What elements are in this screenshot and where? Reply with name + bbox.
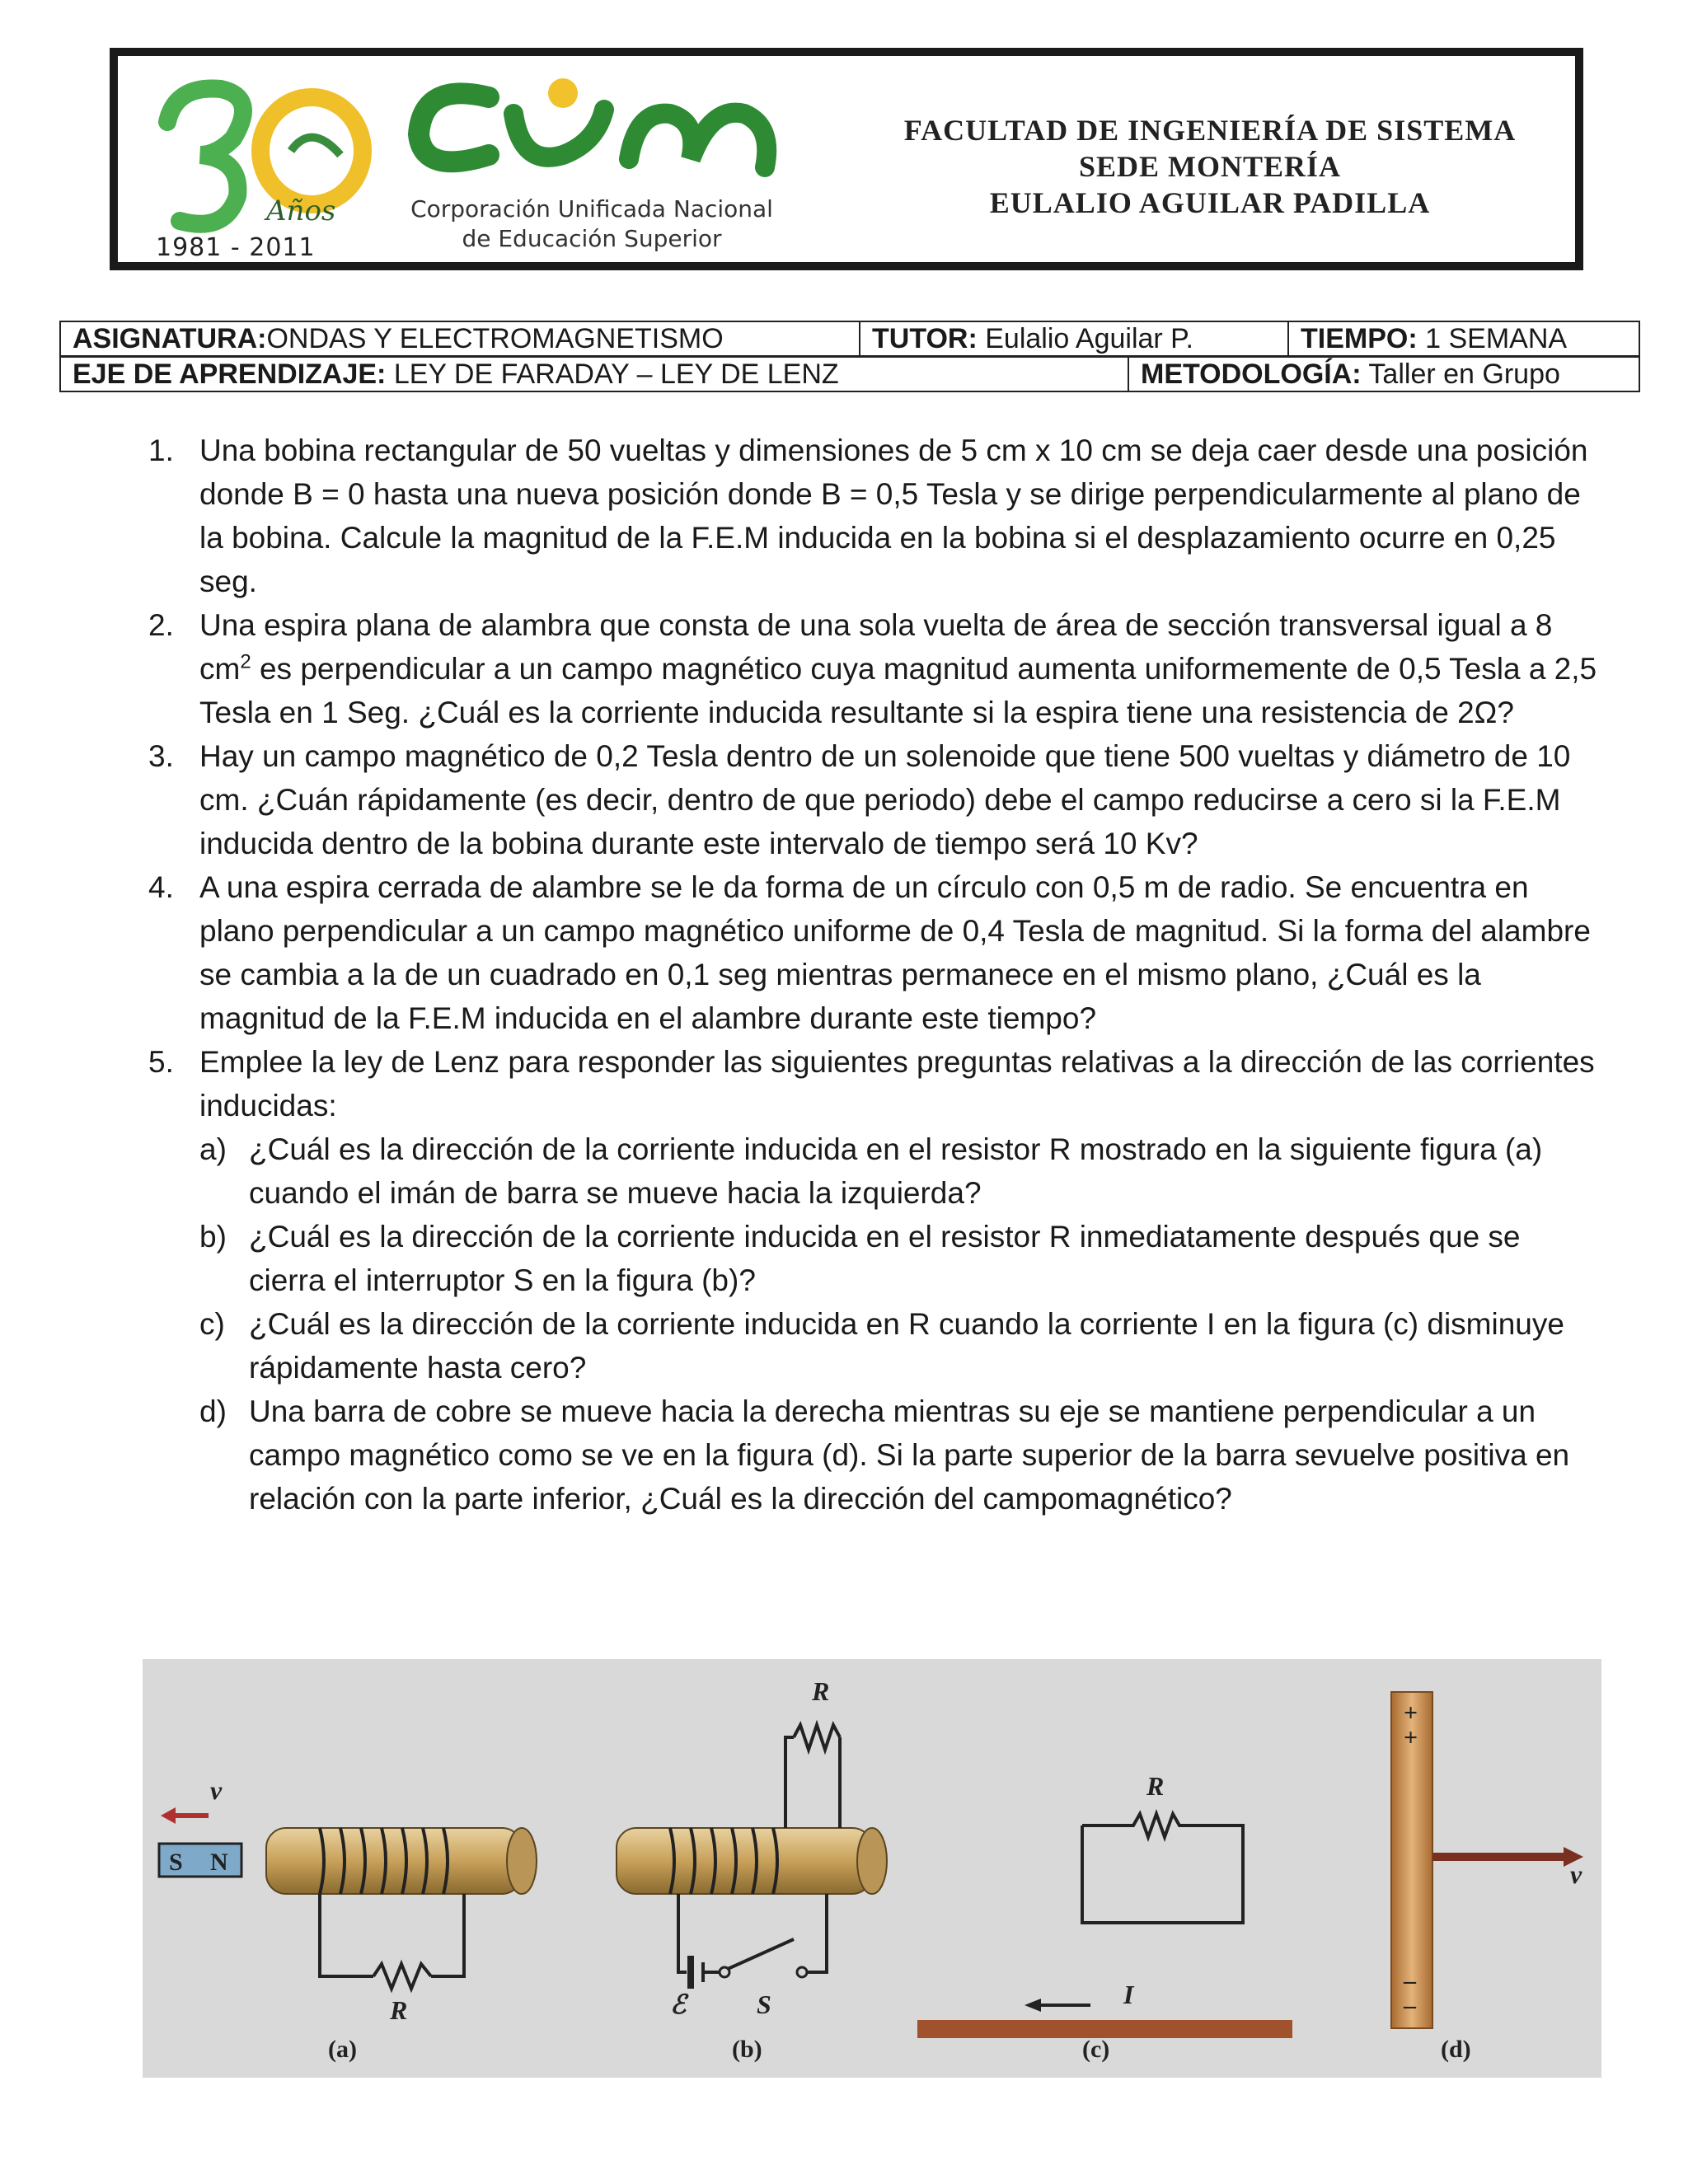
subquestion-text: ¿Cuál es la dirección de la corriente inducida en el resistor R inmediatamente después que se cierra el interruptor S en la figura (b)?: [249, 1220, 1521, 1297]
lenz-law-figure: [143, 1659, 1601, 2078]
eje-label: EJE DE APRENDIZAJE:: [73, 359, 387, 390]
header-banner: [110, 48, 1583, 270]
subquestion-letter: b): [199, 1220, 227, 1254]
faculty-teacher: EULALIO AGUILAR PADILLA: [989, 186, 1431, 219]
wire-a-left: [320, 1894, 373, 1976]
cun-logo-icon: [398, 64, 794, 188]
tiempo-value: 1 SEMANA: [1417, 323, 1568, 354]
question-text: Hay un campo magnético de 0,2 Tesla dentro de un solenoide que tiene 500 vueltas y diámetro de 10 cm. ¿Cuán rápidamente (es decir, dentro de que periodo) debe el campo reducirse a cero si la F.E.M inducida dentro de la bobina durante este intervalo de tiempo será 10 Kv?: [199, 739, 1571, 860]
cun-org-line-1: Corporación Unificada Nacional: [410, 195, 773, 223]
metodologia-value: Taller en Grupo: [1361, 359, 1560, 390]
lenz-figure-drawing: [143, 1659, 1601, 2078]
course-info-row-2: [60, 357, 1639, 391]
logo-anos-text: Años: [266, 194, 336, 227]
faculty-block: [827, 112, 1593, 221]
plus-sign-2: +: [1404, 1724, 1418, 1751]
loop-c: [1082, 1825, 1243, 1923]
figure-label-b: (b): [732, 2036, 762, 2063]
tiempo-cell: [1288, 321, 1639, 356]
question-3: [148, 734, 1601, 865]
figure-d: [1391, 1692, 1583, 2063]
question-4: [148, 865, 1601, 1040]
solenoid-b-end: [857, 1828, 887, 1894]
switch-arm: [728, 1939, 794, 1969]
metodologia-label: METODOLOGÍA:: [1141, 359, 1362, 390]
faculty-sede: SEDE MONTERÍA: [1078, 150, 1342, 183]
velocity-arrowhead-a: [161, 1807, 176, 1824]
question-number: 2.: [148, 608, 174, 642]
plus-sign-1: +: [1404, 1699, 1418, 1727]
wire-a-right: [431, 1894, 464, 1976]
tutor-label: TUTOR:: [872, 323, 978, 354]
question-text: Emplee la ley de Lenz para responder las siguientes preguntas relativas a la dirección de las corrientes inducidas:: [199, 1045, 1595, 1122]
figure-a: [159, 1775, 537, 2063]
tutor-cell: [860, 321, 1288, 356]
subquestion-letter: a): [199, 1132, 227, 1166]
asignatura-label: ASIGNATURA:: [73, 323, 267, 354]
logo-years-text: 1981 - 2011: [156, 233, 316, 262]
question-1: [148, 429, 1601, 603]
questions-list: [0, 429, 1688, 1521]
metodologia-cell: [1128, 357, 1639, 391]
wire-b-left: [678, 1894, 687, 1972]
wire-b-top-left: [785, 1737, 794, 1828]
course-info-row-1: [60, 321, 1639, 356]
eje-value: LEY DE FARADAY – LEY DE LENZ: [386, 359, 839, 390]
question-number: 3.: [148, 739, 174, 773]
velocity-label-d: v: [1570, 1859, 1582, 1889]
emf-label: ℰ: [670, 1990, 687, 2019]
resistor-b: [794, 1725, 840, 1750]
resistor-label-a: R: [390, 1995, 408, 2025]
eje-cell: [60, 357, 1128, 391]
question-number: 5.: [148, 1045, 174, 1079]
question-text: Una bobina rectangular de 50 vueltas y dimensiones de 5 cm x 10 cm se deja caer desde una posición donde B = 0 hasta una nueva posición donde B = 0,5 Tesla y se dirige perpendicularmente al plano de la bobina. Calcule la magnitud de la F.E.M inducida en la bobina si el desplazamiento ocurre en 0,25 seg.: [199, 434, 1588, 598]
figure-label-d: (d): [1441, 2036, 1471, 2063]
subquestion-text: ¿Cuál es la dirección de la corriente inducida en R cuando la corriente I en la figura (c) disminuye rápidamente hasta cero?: [249, 1307, 1564, 1385]
subquestion-text: ¿Cuál es la dirección de la corriente inducida en el resistor R mostrado en la siguiente figura (a) cuando el imán de barra se mueve hacia la izquierda?: [249, 1132, 1543, 1210]
question-5: [148, 1040, 1601, 1127]
minus-sign-1: –: [1404, 1967, 1416, 1994]
resistor-a: [373, 1964, 431, 1989]
question-number: 4.: [148, 870, 174, 904]
resistor-label-c: R: [1146, 1771, 1165, 1801]
course-info-table: [59, 321, 1640, 357]
subquestion-d: [199, 1390, 1601, 1521]
figure-label-c: (c): [1082, 2036, 1110, 2063]
subquestion-letter: c): [199, 1307, 225, 1341]
question-text-part-2: es perpendicular a un campo magnético cuya magnitud aumenta uniformemente de 0,5 Tesla a 2,5 Tesla en 1 Seg. ¿Cuál es la corriente inducida resultante si la espira tiene una resistencia de 2Ω?: [199, 652, 1597, 729]
anniversary-logo: [134, 73, 406, 262]
wire-b-right: [807, 1894, 827, 1972]
subquestion-letter: d): [199, 1394, 227, 1428]
tutor-value: Eulalio Aguilar P.: [977, 323, 1193, 354]
figure-b: [617, 1676, 887, 2063]
subquestion-text: Una barra de cobre se mueve hacia la derecha mientras su eje se mantiene perpendicular a un campo magnético como se ve en la figura (d). Si la parte superior de la barra sevuelve positiva en relación con la parte inferior, ¿Cuál es la dirección del campomagnético?: [249, 1394, 1570, 1516]
figure-c: [917, 1771, 1292, 2063]
figure-label-a: (a): [328, 2036, 357, 2063]
superscript-2: 2: [240, 650, 251, 673]
cun-logo: [398, 64, 794, 254]
question-number: 1.: [148, 434, 174, 467]
asignatura-cell: [60, 321, 860, 356]
magnet-n-pole: N: [210, 1849, 228, 1876]
question-text-part-1: Una espira plana de alambra que consta de una sola vuelta de área de sección transversal igual a 8 cm: [199, 608, 1553, 686]
course-info-table-2: [59, 356, 1640, 392]
cun-org-line-2: de Educación Superior: [462, 225, 722, 252]
current-arrowhead-c: [1025, 1999, 1041, 2012]
tiempo-label: TIEMPO:: [1301, 323, 1418, 354]
minus-sign-2: –: [1404, 1992, 1416, 2019]
resistor-c: [1082, 1814, 1188, 1837]
subquestion-a: [199, 1127, 1601, 1215]
subquestion-b: [199, 1215, 1601, 1302]
solenoid-a: [266, 1828, 522, 1894]
question-2: [148, 603, 1601, 734]
switch-contact-right: [797, 1967, 807, 1977]
magnet-s-pole: S: [169, 1849, 183, 1876]
faculty-title: FACULTAD DE INGENIERÍA DE SISTEMA: [903, 114, 1517, 147]
asignatura-value: ONDAS Y ELECTROMAGNETISMO: [266, 323, 724, 354]
solenoid-a-end: [507, 1828, 537, 1894]
question-text: A una espira cerrada de alambre se le da forma de un círculo con 0,5 m de radio. Se encuentra en plano perpendicular a un campo magnético uniforme de 0,4 Tesla de magnitud. Si la forma del alambre se cambia a la de un cuadrado en 0,1 seg mientras permanece en el mismo plano, ¿Cuál es la magnitud de la F.E.M inducida en el alambre durante este tiempo?: [199, 870, 1591, 1035]
current-label: I: [1123, 1980, 1134, 2009]
velocity-label-a: v: [210, 1775, 223, 1805]
solenoid-b: [617, 1828, 872, 1894]
subquestion-c: [199, 1302, 1601, 1390]
switch-label: S: [757, 1990, 771, 2019]
resistor-label-b: R: [812, 1676, 830, 1706]
